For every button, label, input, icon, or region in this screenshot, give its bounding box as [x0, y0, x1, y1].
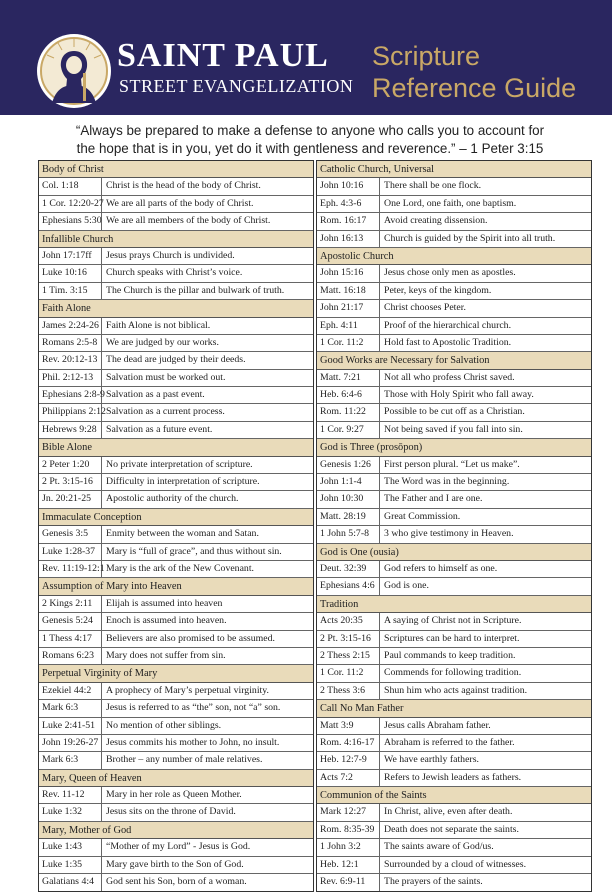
scripture-reference: Rom. 16:17	[317, 213, 380, 229]
table-row	[317, 491, 591, 508]
scripture-reference: Luke 1:32	[39, 804, 102, 820]
table-row	[317, 300, 591, 317]
table-row	[317, 283, 591, 300]
table-row	[39, 387, 313, 404]
scripture-reference: Heb. 12:7-9	[317, 752, 380, 768]
scripture-reference: Mark 6:3	[39, 752, 102, 768]
scripture-reference: Philippians 2:12	[39, 404, 102, 420]
scripture-reference: John 16:13	[317, 231, 380, 247]
reference-description: Refers to Jewish leaders as fathers.	[384, 771, 522, 783]
reference-description: Difficulty in interpretation of scripture.	[106, 476, 260, 488]
scripture-reference: Eph. 4:3-6	[317, 196, 380, 212]
reference-description: Jesus commits his mother to John, no insult.	[106, 736, 280, 748]
reference-description: A prophecy of Mary’s perpetual virginity.	[106, 684, 269, 696]
scripture-reference: Ephesians 5:30	[39, 213, 102, 229]
table-row	[317, 857, 591, 874]
scripture-reference: Heb. 6:4-6	[317, 387, 380, 403]
scripture-reference: 1 Cor. 12:20-27	[39, 196, 102, 212]
table-row	[39, 735, 313, 752]
scripture-reference: Eph. 4:11	[317, 318, 380, 334]
reference-description: Proof of the hierarchical church.	[384, 319, 512, 331]
reference-description: Salvation as a past event.	[106, 389, 205, 401]
reference-description: The dead are judged by their deeds.	[106, 354, 246, 366]
reference-description: Church speaks with Christ’s voice.	[106, 267, 243, 279]
table-row	[39, 370, 313, 387]
scripture-reference: John 17:17ff	[39, 248, 102, 264]
scripture-reference: 1 Cor. 11:2	[317, 335, 380, 351]
page-title-line-1: Scripture	[372, 41, 481, 71]
scripture-reference: Romans 2:5-8	[39, 335, 102, 351]
table-row	[317, 318, 591, 335]
scripture-reference: Genesis 5:24	[39, 613, 102, 629]
table-row	[317, 683, 591, 700]
table-row	[39, 561, 313, 578]
reference-description: One Lord, one faith, one baptism.	[384, 197, 517, 209]
table-row	[317, 613, 591, 630]
reference-description: No private interpretation of scripture.	[106, 458, 253, 470]
table-row	[317, 526, 591, 543]
table-row	[317, 718, 591, 735]
scripture-reference: Ephesians 2:8-9	[39, 387, 102, 403]
table-row	[317, 178, 591, 195]
left-reference-table	[38, 160, 314, 892]
scripture-reference: Rom. 8:35-39	[317, 822, 380, 838]
section-header-good-works-are-necessary-for-salvation: Good Works are Necessary for Salvation	[317, 352, 591, 369]
reference-description: Jesus prays Church is undivided.	[106, 249, 235, 261]
scripture-reference: Heb. 12:1	[317, 857, 380, 873]
section-header-call-no-man-father: Call No Man Father	[317, 700, 591, 717]
section-header-bible-alone: Bible Alone	[39, 439, 313, 456]
reference-description: We have earthly fathers.	[384, 754, 479, 766]
table-row	[39, 874, 313, 891]
reference-description: Scriptures can be hard to interpret.	[384, 632, 520, 644]
reference-description: Abraham is referred to the father.	[384, 736, 515, 748]
table-row	[317, 804, 591, 821]
scripture-reference: 2 Thess 3:6	[317, 683, 380, 699]
reference-description: Great Commission.	[384, 510, 461, 522]
scripture-reference: 1 John 3:2	[317, 839, 380, 855]
reference-description: We are all members of the body of Christ.	[106, 215, 271, 227]
scripture-reference: Luke 1:28-37	[39, 544, 102, 560]
table-row	[317, 457, 591, 474]
table-row	[39, 474, 313, 491]
reference-description: Mary in her role as Queen Mother.	[106, 789, 242, 801]
reference-description: Christ is the head of the body of Christ.	[106, 180, 261, 192]
scripture-reference: Rev. 11-12	[39, 787, 102, 803]
reference-description: Possible to be cut off as a Christian.	[384, 406, 525, 418]
reference-description: Believers are also promised to be assumed.	[106, 632, 275, 644]
section-header-infallible-church: Infallible Church	[39, 231, 313, 248]
reference-description: Enmity between the woman and Satan.	[106, 528, 259, 540]
scripture-reference: Luke 10:16	[39, 265, 102, 281]
scripture-reference: John 10:16	[317, 178, 380, 194]
reference-description: Those with Holy Spirit who fall away.	[384, 389, 534, 401]
scripture-reference: Mark 12:27	[317, 804, 380, 820]
table-row	[39, 491, 313, 508]
section-header-assumption-of-mary-into-heaven: Assumption of Mary into Heaven	[39, 578, 313, 595]
scripture-reference: Acts 7:2	[317, 770, 380, 786]
section-header-mary-mother-of-god: Mary, Mother of God	[39, 822, 313, 839]
section-header-apostolic-church: Apostolic Church	[317, 248, 591, 265]
scripture-reference: 2 Peter 1:20	[39, 457, 102, 473]
table-row	[317, 422, 591, 439]
scripture-reference: Rev. 11:19-12:1	[39, 561, 102, 577]
section-header-mary-queen-of-heaven: Mary, Queen of Heaven	[39, 770, 313, 787]
table-row	[39, 404, 313, 421]
reference-description: Not all who profess Christ saved.	[384, 371, 515, 383]
reference-description: Salvation as a future event.	[106, 423, 213, 435]
scripture-reference: Ephesians 4:6	[317, 578, 380, 594]
scripture-reference: 2 Kings 2:11	[39, 596, 102, 612]
section-header-immaculate-conception: Immaculate Conception	[39, 509, 313, 526]
table-row	[39, 857, 313, 874]
page-title-line-2: Reference Guide	[372, 73, 577, 103]
scripture-reference: Luke 1:35	[39, 857, 102, 873]
scripture-reference: Mark 6:3	[39, 700, 102, 716]
reference-description: Jesus calls Abraham father.	[384, 719, 491, 731]
header-banner	[0, 0, 612, 115]
table-row	[39, 804, 313, 821]
reference-description: Not being saved if you fall into sin.	[384, 423, 523, 435]
section-header-perpetual-virginity-of-mary: Perpetual Virginity of Mary	[39, 665, 313, 682]
table-row	[317, 509, 591, 526]
table-row	[39, 335, 313, 352]
section-header-god-is-three-pros-pon: God is Three (prosōpon)	[317, 439, 591, 456]
table-row	[317, 770, 591, 787]
scripture-reference: Matt 3:9	[317, 718, 380, 734]
table-row	[317, 335, 591, 352]
reference-description: The Father and I are one.	[384, 493, 483, 505]
table-row	[39, 648, 313, 665]
scripture-reference: Genesis 3:5	[39, 526, 102, 542]
reference-description: We are all parts of the body of Christ.	[106, 197, 254, 209]
reference-description: Paul commands to keep tradition.	[384, 649, 516, 661]
table-row	[39, 596, 313, 613]
brand-name: SAINT PAUL	[117, 37, 329, 74]
table-row	[39, 700, 313, 717]
scripture-reference: 1 John 5:7-8	[317, 526, 380, 542]
scripture-reference: Rev. 20:12-13	[39, 352, 102, 368]
scripture-reference: 2 Pt. 3:15-16	[39, 474, 102, 490]
table-row	[317, 648, 591, 665]
reference-description: 3 who give testimony in Heaven.	[384, 528, 514, 540]
reference-description: God is one.	[384, 580, 429, 592]
reference-description: Enoch is assumed into heaven.	[106, 615, 227, 627]
table-row	[317, 822, 591, 839]
reference-description: Mary is the ark of the New Covenant.	[106, 562, 255, 574]
reference-description: Commends for following tradition.	[384, 667, 522, 679]
reference-description: Faith Alone is not biblical.	[106, 319, 211, 331]
reference-description: Jesus chose only men as apostles.	[384, 267, 516, 279]
table-row	[39, 248, 313, 265]
table-row	[317, 578, 591, 595]
reference-description: We are judged by our works.	[106, 336, 219, 348]
reference-description: Jesus is referred to as “the” son, not “a” son.	[106, 702, 281, 714]
scripture-reference: Matt. 28:19	[317, 509, 380, 525]
scripture-quote	[40, 122, 580, 158]
saint-paul-logo-icon	[36, 33, 112, 109]
table-row	[317, 213, 591, 230]
scripture-reference: James 2:24-26	[39, 318, 102, 334]
scripture-reference: Rom. 4:16-17	[317, 735, 380, 751]
scripture-reference: 2 Pt. 3:15-16	[317, 631, 380, 647]
table-row	[317, 665, 591, 682]
table-row	[317, 265, 591, 282]
table-row	[39, 422, 313, 439]
reference-description: Surrounded by a cloud of witnesses.	[384, 858, 527, 870]
reference-description: Apostolic authority of the church.	[106, 493, 239, 505]
reference-description: Jesus sits on the throne of David.	[106, 806, 236, 818]
section-header-tradition: Tradition	[317, 596, 591, 613]
table-row	[317, 735, 591, 752]
reference-description: No mention of other siblings.	[106, 719, 222, 731]
reference-description: Brother – any number of male relatives.	[106, 754, 263, 766]
table-row	[317, 874, 591, 891]
reference-description: Death does not separate the saints.	[384, 823, 519, 835]
scripture-reference: Phil. 2:12-13	[39, 370, 102, 386]
reference-description: Shun him who acts against tradition.	[384, 684, 528, 696]
table-row	[39, 196, 313, 213]
table-row	[317, 196, 591, 213]
scripture-reference: John 21:17	[317, 300, 380, 316]
scripture-reference: Deut. 32:39	[317, 561, 380, 577]
scripture-reference: Genesis 1:26	[317, 457, 380, 473]
reference-description: God refers to himself as one.	[384, 562, 498, 574]
table-row	[317, 474, 591, 491]
reference-description: Elijah is assumed into heaven	[106, 597, 223, 609]
table-row	[39, 752, 313, 769]
scripture-reference: Rom. 11:22	[317, 404, 380, 420]
scripture-reference: Rev. 6:9-11	[317, 874, 380, 891]
table-row	[39, 213, 313, 230]
scripture-reference: Romans 6:23	[39, 648, 102, 664]
right-reference-table	[316, 160, 592, 892]
scripture-reference: Matt. 16:18	[317, 283, 380, 299]
reference-description: Church is guided by the Spirit into all truth.	[384, 232, 556, 244]
table-row	[317, 370, 591, 387]
table-row	[39, 318, 313, 335]
scripture-reference: Luke 2:41-51	[39, 718, 102, 734]
scripture-reference: John 15:16	[317, 265, 380, 281]
quote-line-1: “Always be prepared to make a defense to anyone who calls you to account for	[75, 123, 545, 138]
table-row	[317, 404, 591, 421]
reference-description: Avoid creating dissension.	[384, 215, 488, 227]
scripture-reference: John 10:30	[317, 491, 380, 507]
scripture-reference: 1 Thess 4:17	[39, 631, 102, 647]
table-row	[39, 718, 313, 735]
table-row	[317, 561, 591, 578]
table-row	[39, 526, 313, 543]
table-row	[317, 752, 591, 769]
reference-description: The saints aware of God/us.	[384, 841, 494, 853]
scripture-reference: 2 Thess 2:15	[317, 648, 380, 664]
scripture-reference: John 19:26-27	[39, 735, 102, 751]
section-header-catholic-church-universal: Catholic Church, Universal	[317, 161, 591, 178]
reference-description: A saying of Christ not in Scripture.	[384, 615, 522, 627]
reference-description: Salvation must be worked out.	[106, 371, 226, 383]
reference-description: The Church is the pillar and bulwark of truth.	[106, 284, 285, 296]
reference-description: God sent his Son, born of a woman.	[106, 876, 247, 888]
scripture-reference: 1 Cor. 9:27	[317, 422, 380, 438]
table-row	[317, 839, 591, 856]
scripture-reference: Hebrews 9:28	[39, 422, 102, 438]
reference-description: First person plural. “Let us make”.	[384, 458, 520, 470]
scripture-reference: 1 Tim. 3:15	[39, 283, 102, 299]
scripture-reference: 1 Cor. 11:2	[317, 665, 380, 681]
brand-subtitle: STREET EVANGELIZATION	[119, 76, 354, 96]
reference-description: The Word was in the beginning.	[384, 476, 510, 488]
table-row	[317, 387, 591, 404]
scripture-reference: Col. 1:18	[39, 178, 102, 194]
section-header-body-of-christ: Body of Christ	[39, 161, 313, 178]
reference-description: “Mother of my Lord” - Jesus is God.	[106, 841, 251, 853]
reference-description: Christ chooses Peter.	[384, 302, 466, 314]
table-row	[39, 352, 313, 369]
table-row	[39, 283, 313, 300]
table-row	[39, 457, 313, 474]
reference-description: Mary is “full of grace”, and thus without sin.	[106, 545, 282, 557]
scripture-reference: John 1:1-4	[317, 474, 380, 490]
section-header-faith-alone: Faith Alone	[39, 300, 313, 317]
table-row	[39, 613, 313, 630]
reference-description: Hold fast to Apostolic Tradition.	[384, 336, 512, 348]
table-row	[39, 544, 313, 561]
reference-description: Salvation as a current process.	[106, 406, 225, 418]
reference-description: Mary does not suffer from sin.	[106, 649, 226, 661]
scripture-reference: Jn. 20:21-25	[39, 491, 102, 507]
table-row	[39, 631, 313, 648]
section-header-god-is-one-ousia: God is One (ousia)	[317, 544, 591, 561]
table-row	[39, 787, 313, 804]
section-header-communion-of-the-saints: Communion of the Saints	[317, 787, 591, 804]
scripture-reference: Matt. 7:21	[317, 370, 380, 386]
reference-description: There shall be one flock.	[384, 180, 482, 192]
reference-description: In Christ, alive, even after death.	[384, 806, 513, 818]
table-row	[39, 265, 313, 282]
table-row	[317, 631, 591, 648]
page-title	[372, 40, 602, 104]
reference-description: The prayers of the saints.	[384, 876, 483, 888]
table-row	[39, 178, 313, 195]
reference-description: Mary gave birth to the Son of God.	[106, 858, 244, 870]
table-row	[39, 683, 313, 700]
scripture-reference: Ezekiel 44:2	[39, 683, 102, 699]
table-row	[39, 839, 313, 856]
scripture-reference: Acts 20:35	[317, 613, 380, 629]
reference-description: Peter, keys of the kingdom.	[384, 284, 492, 296]
quote-line-2: the hope that is in you, yet do it with gentleness and reverence.” – 1 Peter 3:15	[76, 141, 544, 156]
table-row	[317, 231, 591, 248]
scripture-reference: Galatians 4:4	[39, 874, 102, 891]
scripture-reference: Luke 1:43	[39, 839, 102, 855]
